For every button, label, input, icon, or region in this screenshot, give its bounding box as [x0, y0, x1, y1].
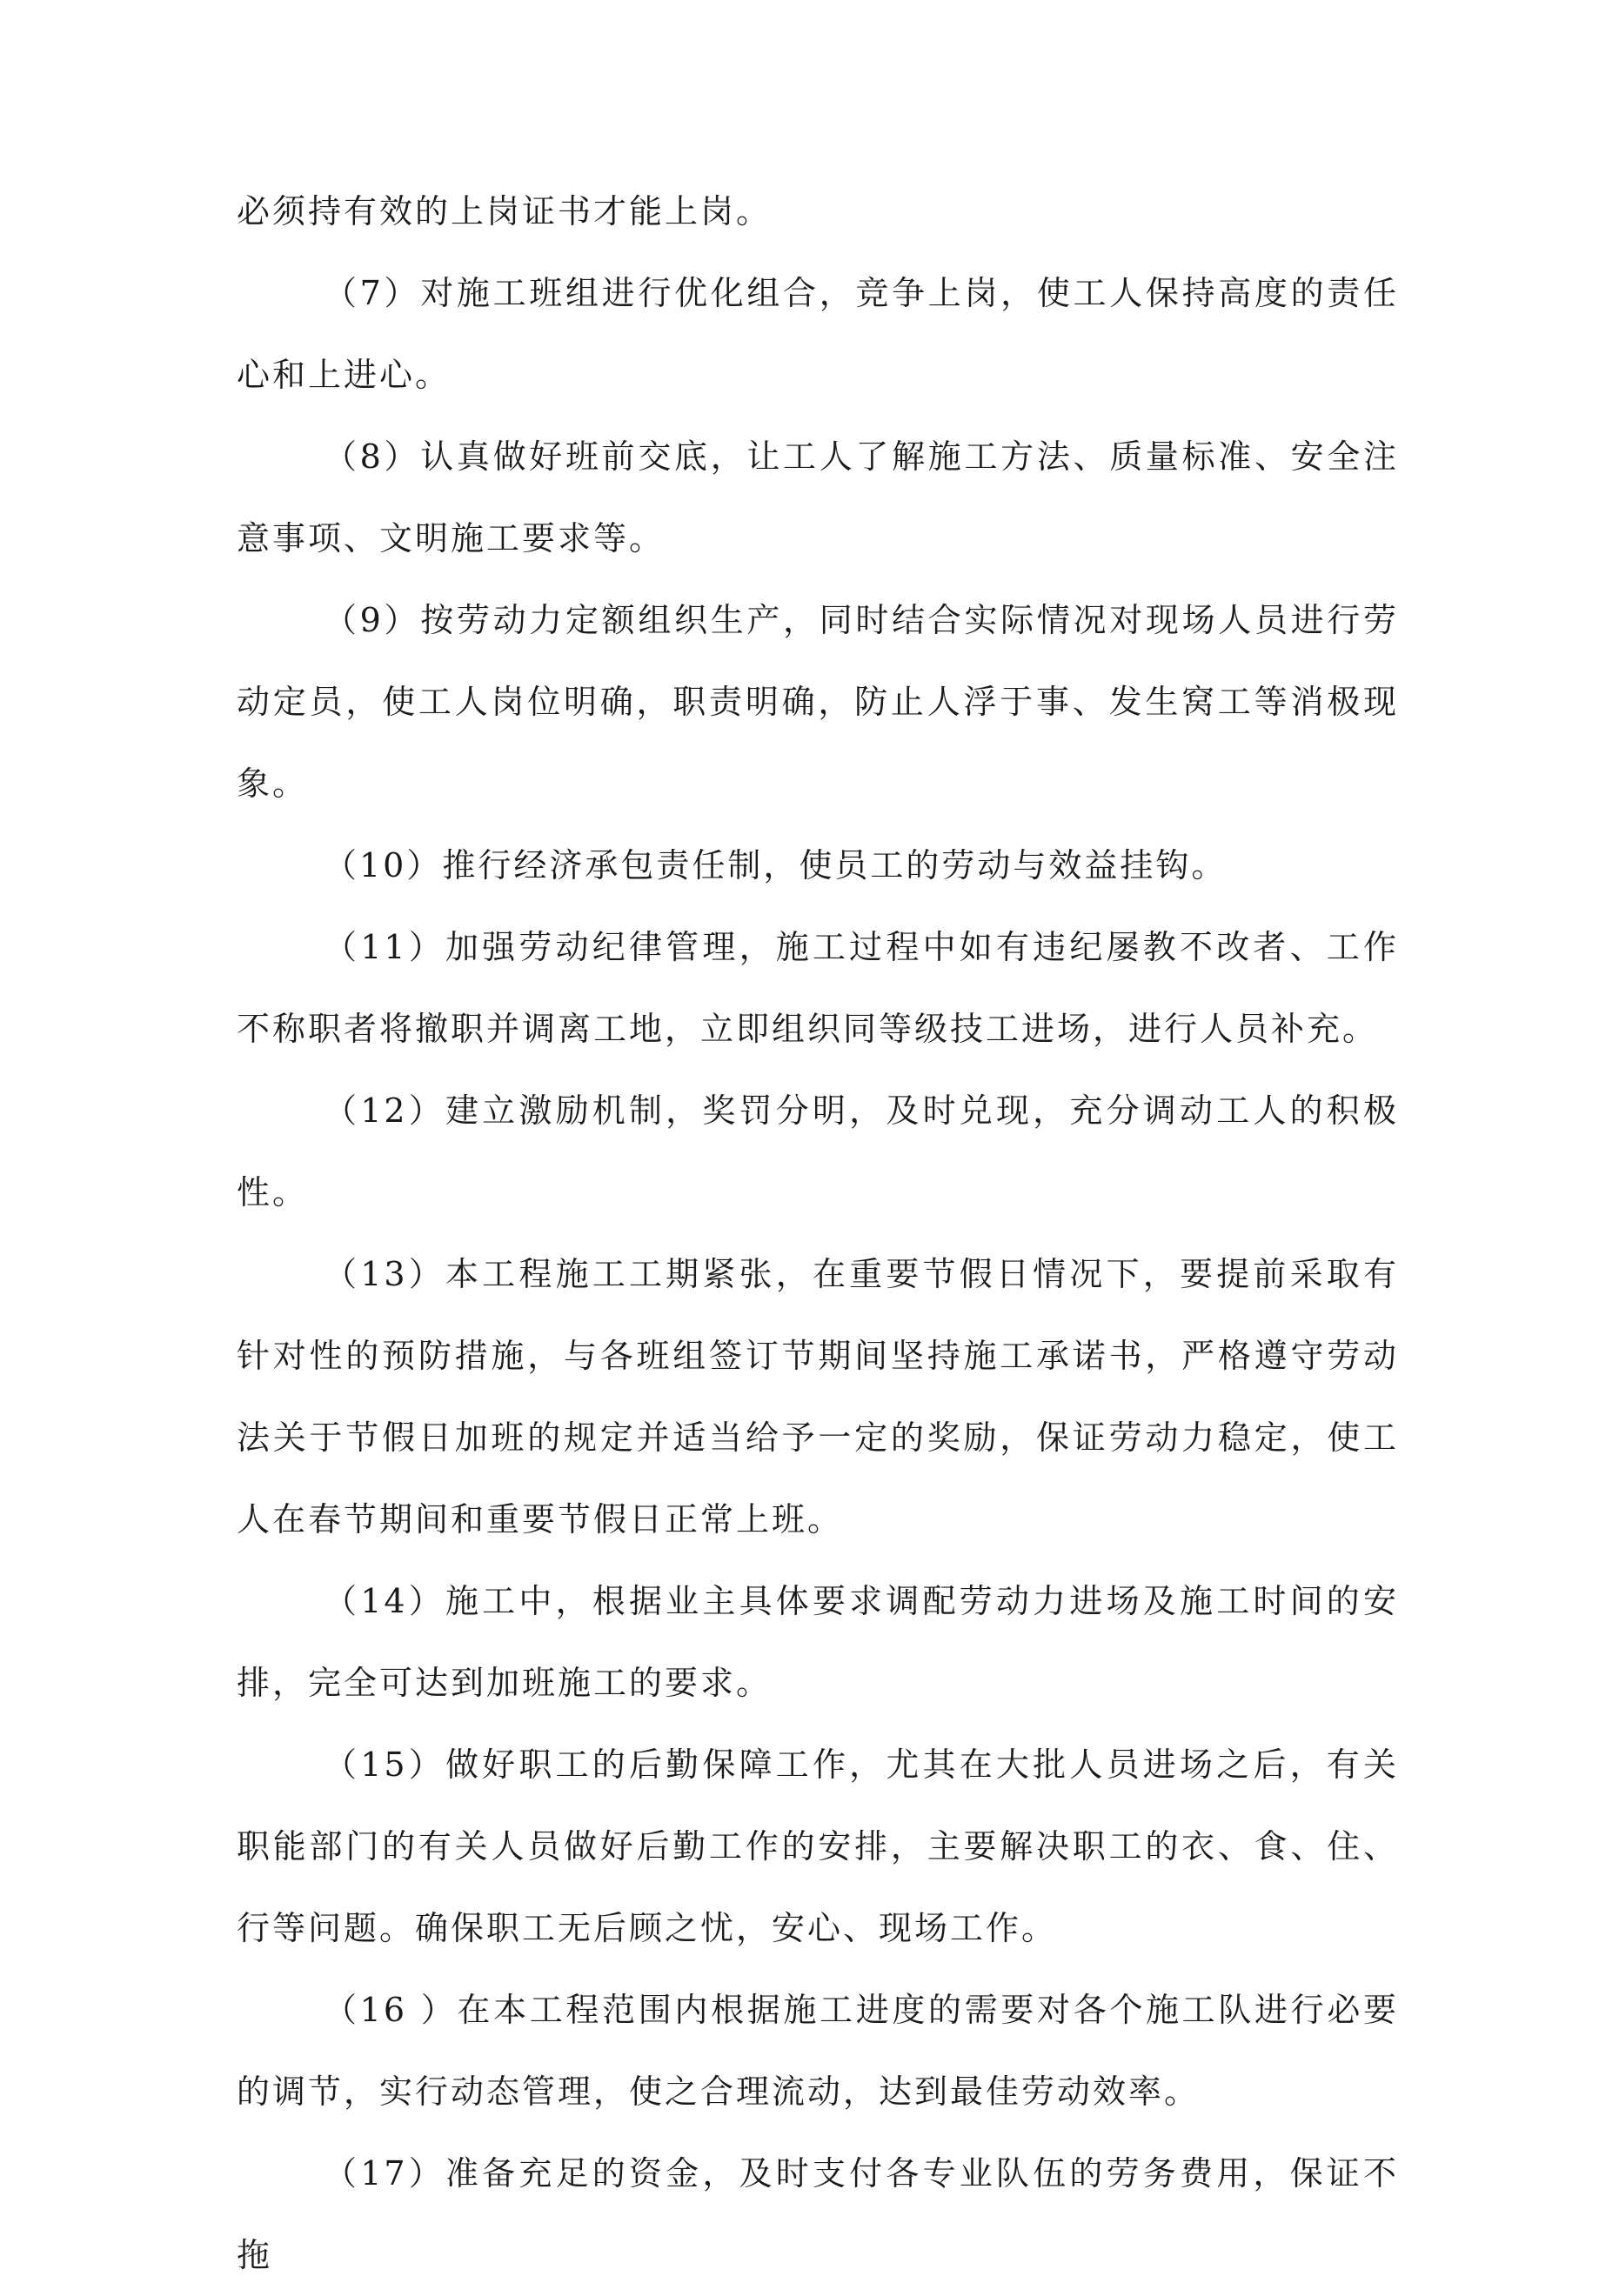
- paragraph-item-10: （10）推行经济承包责任制，使员工的劳动与效益挂钩。: [324, 846, 1228, 884]
- paragraph-continuation: 必须持有效的上岗证书才能上岗。: [237, 192, 773, 230]
- paragraph-item-17: （17）准备充足的资金，及时支付各专业队伍的劳务费用，保证不拖: [237, 2154, 1399, 2274]
- paragraph-item-15: （15）做好职工的后勤保障工作，尤其在大批人员进场之后，有关职能部门的有关人员做好后勤工作的安排，主要解决职工的衣、食、住、行等问题。确保职工无后顾之忧，安心、现场工作。: [237, 1745, 1399, 1947]
- paragraph-item-8: （8）认真做好班前交底，让工人了解施工方法、质量标准、安全注意事项、文明施工要求等。: [237, 437, 1399, 557]
- paragraph-item-11: （11）加强劳动纪律管理，施工过程中如有违纪屡教不改者、工作不称职者将撤职并调离工地，立即组织同等级技工进场，进行人员补充。: [237, 928, 1399, 1048]
- paragraph-item-7: （7）对施工班组进行优化组合，竞争上岗，使工人保持高度的责任心和上进心。: [237, 274, 1399, 394]
- paragraph-item-9: （9）按劳动力定额组织生产，同时结合实际情况对现场人员进行劳动定员，使工人岗位明确，职责明确，防止人浮于事、发生窝工等消极现象。: [237, 601, 1399, 803]
- paragraph-item-14: （14）施工中，根据业主具体要求调配劳动力进场及施工时间的安排，完全可达到加班施工的要求。: [237, 1582, 1399, 1702]
- document-body: [237, 170, 1399, 2296]
- paragraph-item-13: （13）本工程施工工期紧张，在重要节假日情况下，要提前采取有针对性的预防措施，与各班组签订节期间坚持施工承诺书，严格遵守劳动法关于节假日加班的规定并适当给予一定的奖励，保证劳动力稳定，使工人在春节期间和重要节假日正常上班。: [237, 1255, 1399, 1538]
- paragraph-item-12: （12）建立激励机制，奖罚分明，及时兑现，充分调动工人的积极性。: [237, 1091, 1399, 1211]
- paragraph-item-16: （16 ）在本工程范围内根据施工进度的需要对各个施工队进行必要的调节，实行动态管理，使之合理流动，达到最佳劳动效率。: [237, 1991, 1399, 2111]
